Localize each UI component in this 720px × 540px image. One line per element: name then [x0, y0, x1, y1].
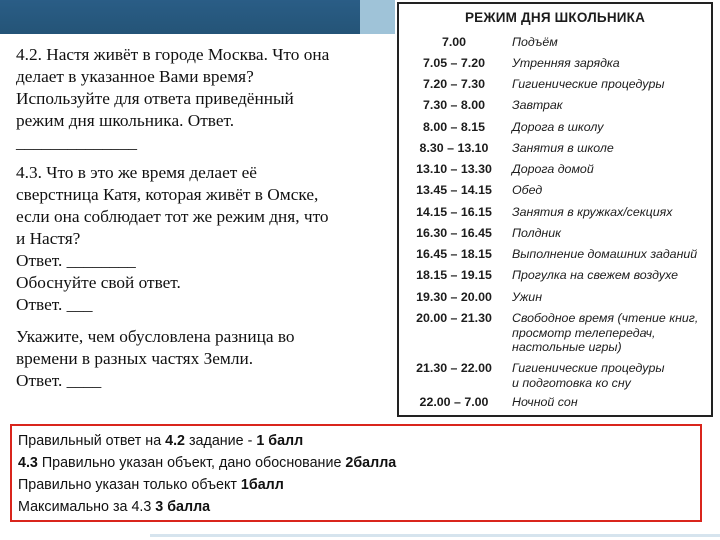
answer-blank: Ответ. ___	[16, 295, 93, 314]
question-line: 4.2. Настя живёт в городе Москва. Что она	[16, 45, 330, 64]
schedule-activity	[512, 311, 712, 355]
scoring-line: 4.3 Правильно указан объект, дано обоснование 2балла	[18, 455, 397, 471]
schedule-activity	[512, 361, 712, 390]
schedule-activity-line: Завтрак	[512, 98, 563, 112]
schedule-activity	[512, 162, 712, 177]
schedule-title: РЕЖИМ ДНЯ ШКОЛЬНИКА	[464, 10, 646, 25]
schedule-activity	[512, 35, 712, 50]
header-bar	[0, 0, 395, 34]
schedule-activity-line: Занятия в кружках/секциях	[512, 205, 673, 219]
schedule-activity-line: Ночной сон	[512, 395, 578, 409]
schedule-activity-line: Полдник	[512, 226, 561, 240]
daily-schedule-table	[397, 2, 713, 417]
answer-blank: Ответ. ________	[16, 251, 136, 270]
schedule-time: 8.30 – 13.10	[419, 141, 489, 155]
schedule-activity-line: Прогулка на свежем воздухе	[512, 268, 679, 282]
schedule-activity	[512, 205, 712, 220]
schedule-activity	[512, 141, 712, 156]
schedule-activity	[512, 120, 712, 135]
question-line: Обоснуйте свой ответ.	[16, 273, 181, 292]
question-line: Укажите, чем обусловлена разница во	[16, 327, 295, 346]
schedule-time: 19.30 – 20.00	[416, 290, 492, 304]
schedule-time: 7.30 – 8.00	[422, 98, 485, 112]
schedule-time: 14.15 – 16.15	[416, 205, 492, 219]
schedule-activity	[512, 268, 712, 283]
question-line: режим дня школьника. Ответ.	[16, 111, 235, 130]
scoring-line: Правильно указан только объект 1балл	[18, 477, 284, 493]
schedule-activity-line: Свободное время (чтение книг,	[512, 311, 699, 325]
question-line: времени в разных частях Земли.	[16, 349, 254, 368]
header-bar-accent	[360, 0, 395, 34]
schedule-time: 13.10 – 13.30	[416, 162, 492, 176]
schedule-activity-line: Гигиенические процедуры	[512, 361, 665, 375]
schedule-activity-line: Дорога домой	[512, 162, 594, 176]
schedule-activity-line: просмотр телепередач,	[512, 325, 656, 340]
question-line: Используйте для ответа приведённый	[16, 89, 294, 108]
schedule-activity	[512, 56, 712, 71]
schedule-activity-line: Обед	[512, 183, 543, 197]
schedule-activity-line: и подготовка ко сну	[512, 375, 631, 390]
schedule-activity-line: Ужин	[512, 290, 543, 304]
schedule-activity	[512, 395, 712, 410]
schedule-time: 8.00 – 8.15	[422, 120, 485, 134]
schedule-time: 20.00 – 21.30	[416, 311, 492, 325]
scoring-line: Максимально за 4.3 3 балла	[18, 499, 211, 515]
schedule-activity-line: Утренняя зарядка	[512, 56, 620, 70]
answer-blank: Ответ. ____	[16, 371, 102, 390]
schedule-time: 7.05 – 7.20	[422, 56, 485, 70]
answer-blank: ______________	[16, 133, 137, 152]
schedule-activity-line: Выполнение домашних заданий	[512, 247, 698, 261]
question-line: если она соблюдает тот же режим дня, что	[16, 207, 329, 226]
question-text	[16, 44, 394, 392]
schedule-activity	[512, 183, 712, 198]
schedule-activity-line: Занятия в школе	[512, 141, 614, 155]
schedule-time: 21.30 – 22.00	[416, 361, 492, 375]
schedule-activity	[512, 247, 712, 262]
schedule-activity	[512, 98, 712, 113]
schedule-activity-line: Гигиенические процедуры	[512, 77, 665, 91]
schedule-time: 16.30 – 16.45	[416, 226, 492, 240]
schedule-activity-line: настольные игры)	[512, 340, 622, 354]
schedule-activity	[512, 226, 712, 241]
schedule-time: 13.45 – 14.15	[416, 183, 492, 197]
question-line: 4.3. Что в это же время делает её	[16, 163, 257, 182]
question-line: и Настя?	[16, 229, 81, 248]
schedule-time: 22.00 – 7.00	[419, 395, 489, 409]
schedule-time: 7.00	[441, 35, 467, 49]
schedule-time: 7.20 – 7.30	[422, 77, 485, 91]
schedule-activity-line: Дорога в школу	[512, 120, 604, 134]
question-line: сверстница Катя, которая живёт в Омске,	[16, 185, 319, 204]
schedule-time: 18.15 – 19.15	[416, 268, 492, 282]
schedule-time: 16.45 – 18.15	[416, 247, 492, 261]
question-line: делает в указанное Вами время?	[16, 67, 254, 86]
scoring-box	[10, 424, 702, 522]
footer-rule	[150, 534, 720, 537]
schedule-activity	[512, 77, 712, 92]
schedule-activity	[512, 290, 712, 305]
scoring-line: Правильный ответ на 4.2 задание - 1 балл	[18, 433, 304, 449]
schedule-activity-line: Подъём	[512, 35, 558, 49]
